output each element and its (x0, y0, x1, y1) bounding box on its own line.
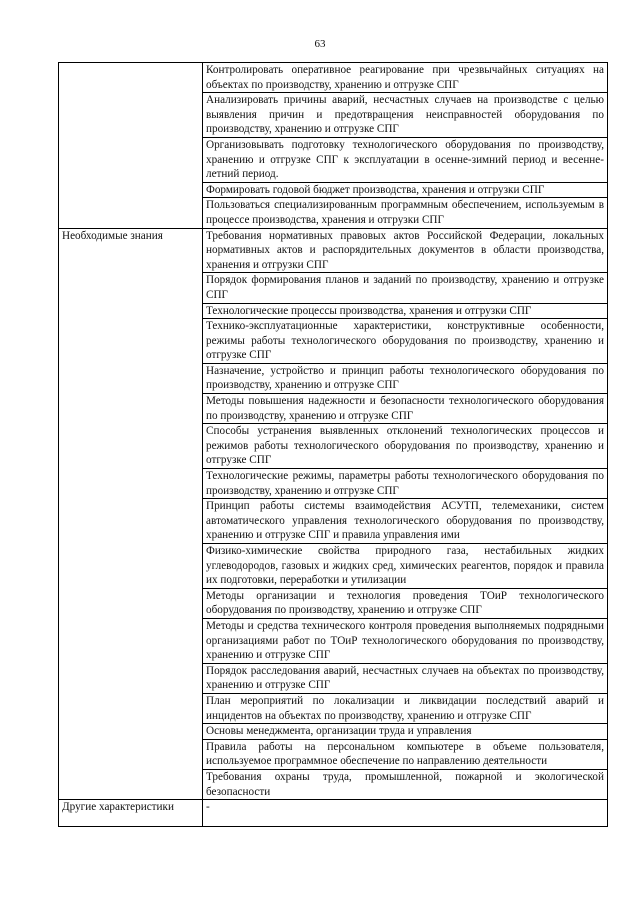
requirement-item: Назначение, устройство и принцип работы технологического оборудования по производству, хранению и отгрузке СПГ (203, 363, 608, 393)
requirement-item: Правила работы на персональном компьютере в объеме пользователя, используемое программное обеспечение по направлению деятельности (203, 739, 608, 769)
table-row (59, 63, 608, 93)
requirement-item: Требования нормативных правовых актов Российской Федерации, локальных нормативных актов и распорядительных документов в области производства, хранения и отгрузки СПГ (203, 228, 608, 273)
requirement-item: План мероприятий по локализации и ликвидации последствий аварий и инцидентов на объектах по производству, хранению и отгрузке СПГ (203, 693, 608, 723)
requirement-item: Методы и средства технического контроля проведения выполняемых подрядными организациями работ по ТОиР технологического оборудования по производству, хранению и отгрузке СПГ (203, 618, 608, 663)
requirement-item: Методы повышения надежности и безопасности технологического оборудования по производству, хранению и отгрузке СПГ (203, 394, 608, 424)
requirement-item: Технологические процессы производства, хранения и отгрузки СПГ (203, 303, 608, 319)
row-group-label (59, 63, 203, 229)
requirement-item: Контролировать оперативное реагирование при чрезвычайных ситуациях на объектах по производству, хранению и отгрузке СПГ (203, 63, 608, 93)
row-group-label: Необходимые знания (59, 228, 203, 800)
requirement-item: Формировать годовой бюджет производства, хранения и отгрузки СПГ (203, 182, 608, 198)
table-row (59, 228, 608, 273)
other-characteristics-label: Другие характеристики (59, 800, 203, 827)
requirement-item: Анализировать причины аварий, несчастных случаев на производстве с целью выявления причин и предотвращения неисправностей оборудования по производству, хранению и отгрузке СПГ (203, 93, 608, 138)
requirements-table-body (59, 63, 608, 827)
requirement-item: Способы устранения выявленных отклонений технологических процессов и режимов работы технологического оборудования по производству, хранению и отгрузке СПГ (203, 424, 608, 469)
requirement-item: Организовывать подготовку технологического оборудования по производству, хранению и отгрузке СПГ к эксплуатации в осенне-зимний период и весенне-летний период. (203, 137, 608, 182)
requirement-item: Порядок расследования аварий, несчастных случаев на объектах по производству, хранению и отгрузке СПГ (203, 663, 608, 693)
requirement-item: Технологические режимы, параметры работы технологического оборудования по производству, хранению и отгрузке СПГ (203, 469, 608, 499)
requirements-table (58, 62, 608, 827)
requirement-item: Принцип работы системы взаимодействия АСУТП, телемеханики, систем автоматического управления технологического оборудования по производству, хранению и отгрузке СПГ и правила управления ими (203, 499, 608, 544)
requirement-item: Требования охраны труда, промышленной, пожарной и экологической безопасности (203, 769, 608, 799)
requirement-item: Технико-эксплуатационные характеристики, конструктивные особенности, режимы работы технологического оборудования по производству, хранению и отгрузке СПГ (203, 319, 608, 364)
requirement-item: Порядок формирования планов и заданий по производству, хранению и отгрузке СПГ (203, 273, 608, 303)
page-number: 63 (314, 38, 326, 50)
requirement-item: Физико-химические свойства природного газа, нестабильных жидких углеводородов, газовых и жидких сред, химических реагентов, порядок и правила их подготовки, переработки и утилизации (203, 544, 608, 589)
requirement-item: Методы организации и технология проведения ТОиР технологического оборудования по производству, хранению и отгрузке СПГ (203, 588, 608, 618)
requirement-item: Основы менеджмента, организации труда и управления (203, 724, 608, 740)
other-characteristics-value: - (203, 800, 608, 827)
requirement-item: Пользоваться специализированным программным обеспечением, используемым в процессе производства, хранения и отгрузки СПГ (203, 198, 608, 228)
table-row (59, 800, 608, 827)
